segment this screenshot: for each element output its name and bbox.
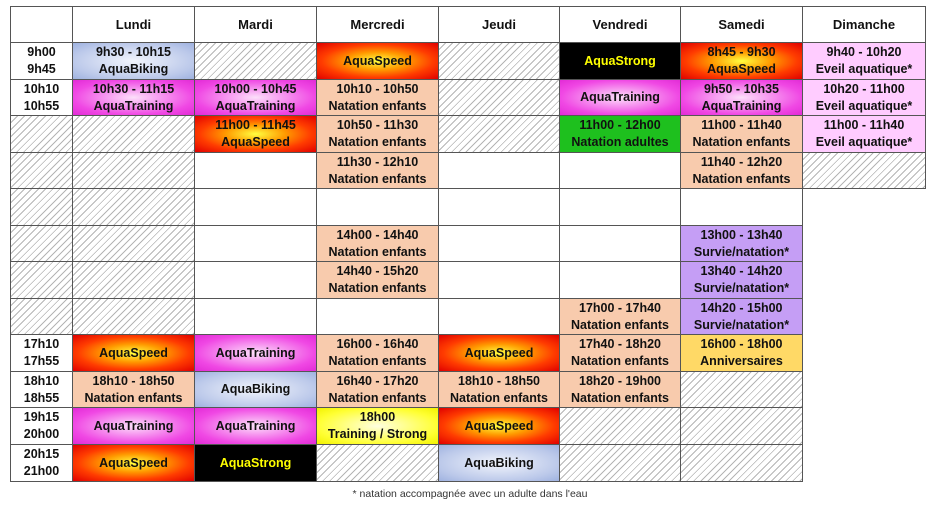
- activity-time: 16h40 - 17h20: [336, 373, 419, 388]
- activity-time: 9h30 - 10h15: [95, 45, 172, 59]
- day-header-label: Vendredi: [592, 17, 648, 32]
- activity-time: 13h40 - 14h20: [700, 264, 783, 278]
- activity-slot: [559, 115, 681, 153]
- activity-name: AquaTraining: [93, 98, 174, 113]
- activity-time: 14h40 - 15h20: [336, 264, 419, 278]
- activity-slot: [72, 444, 195, 482]
- time-slot: [10, 261, 73, 299]
- empty-slot: [194, 152, 317, 189]
- time-end: 20h00: [23, 427, 60, 441]
- activity-slot: [559, 298, 681, 335]
- activity-time: 17h00 - 17h40: [579, 300, 661, 315]
- blank-slot: [802, 371, 926, 408]
- day-header: [438, 6, 560, 43]
- empty-slot: [438, 225, 560, 262]
- unavailable-slot: [72, 115, 195, 153]
- unavailable-slot: [802, 152, 926, 189]
- activity-slot: [316, 407, 439, 445]
- unavailable-slot: [72, 225, 195, 262]
- activity-name: Natation enfants: [328, 390, 427, 405]
- time-slot: [10, 298, 73, 335]
- day-header: [802, 6, 926, 43]
- unavailable-slot: [438, 42, 560, 80]
- activity-slot: [316, 261, 439, 299]
- activity-time: 8h45 - 9h30: [707, 45, 776, 59]
- day-header-label: Jeudi: [482, 17, 516, 32]
- empty-slot: [194, 188, 317, 226]
- time-start: 17h10: [23, 337, 60, 351]
- corner-cell: [10, 6, 73, 43]
- unavailable-slot: [559, 407, 681, 445]
- activity-slot: [802, 42, 926, 80]
- activity-slot: [680, 261, 803, 299]
- activity-time: 9h40 - 10h20: [826, 45, 902, 59]
- unavailable-slot: [438, 79, 560, 116]
- activity-time: 10h00 - 10h45: [214, 81, 297, 96]
- activity-time: 13h00 - 13h40: [700, 227, 783, 242]
- activity-name: Natation enfants: [328, 354, 427, 368]
- activity-time: 18h10 - 18h50: [458, 373, 540, 388]
- schedule-table: [10, 6, 925, 483]
- activity-time: 11h00 - 11h40: [823, 118, 905, 132]
- unavailable-slot: [680, 407, 803, 445]
- empty-slot: [559, 152, 681, 189]
- activity-slot: [194, 79, 317, 116]
- activity-slot: [680, 298, 803, 335]
- time-slot: [10, 371, 73, 408]
- blank-slot: [802, 444, 926, 482]
- day-header-label: Dimanche: [832, 17, 896, 32]
- activity-slot: [194, 444, 317, 482]
- empty-slot: [194, 261, 317, 299]
- activity-slot: [72, 334, 195, 372]
- activity-time: 11h00 - 11h45: [215, 118, 296, 132]
- unavailable-slot: [680, 371, 803, 408]
- activity-name: Anniversaires: [700, 354, 783, 368]
- time-slot: [10, 334, 73, 372]
- empty-slot: [438, 261, 560, 299]
- empty-slot: [559, 225, 681, 262]
- day-header: [316, 6, 439, 43]
- time-slot: [10, 152, 73, 189]
- unavailable-slot: [680, 444, 803, 482]
- activity-slot: [72, 407, 195, 445]
- empty-slot: [316, 188, 439, 226]
- activity-slot: [316, 371, 439, 408]
- activity-time: 11h00 - 12h00: [579, 118, 661, 132]
- day-header-label: Samedi: [718, 17, 765, 32]
- activity-name: AquaStrong: [219, 455, 292, 470]
- empty-slot: [559, 188, 681, 226]
- day-header: [680, 6, 803, 43]
- activity-slot: [559, 42, 681, 80]
- activity-name: Natation enfants: [571, 354, 669, 368]
- time-start: 19h15: [23, 410, 60, 424]
- activity-time: 10h10 - 10h50: [336, 81, 419, 96]
- activity-name: Natation adultes: [571, 135, 669, 149]
- activity-slot: [72, 42, 195, 80]
- activity-slot: [680, 225, 803, 262]
- unavailable-slot: [72, 298, 195, 335]
- day-header: [194, 6, 317, 43]
- activity-slot: [72, 371, 195, 408]
- activity-name: AquaTraining: [215, 418, 296, 433]
- time-end: 10h55: [23, 98, 60, 113]
- activity-name: AquaBiking: [464, 455, 534, 470]
- unavailable-slot: [194, 42, 317, 80]
- activity-time: 11h40 - 12h20: [700, 154, 783, 169]
- activity-time: 16h00 - 18h00: [700, 337, 783, 351]
- day-header-label: Mercredi: [350, 17, 405, 32]
- time-end: 9h45: [27, 62, 56, 76]
- time-slot: [10, 42, 73, 80]
- activity-name: AquaTraining: [215, 98, 296, 113]
- unavailable-slot: [72, 152, 195, 189]
- activity-slot: [194, 334, 317, 372]
- time-end: 18h55: [23, 390, 60, 405]
- activity-time: 14h20 - 15h00: [700, 300, 783, 315]
- activity-slot: [559, 371, 681, 408]
- unavailable-slot: [559, 444, 681, 482]
- activity-slot: [559, 334, 681, 372]
- day-header-label: Lundi: [115, 17, 152, 32]
- activity-name: Eveil aquatique*: [815, 135, 913, 149]
- activity-slot: [194, 115, 317, 153]
- blank-slot: [802, 225, 926, 262]
- activity-name: AquaSpeed: [464, 345, 534, 360]
- activity-name: Natation enfants: [450, 390, 548, 405]
- day-header: [559, 6, 681, 43]
- activity-name: AquaSpeed: [343, 53, 412, 68]
- empty-slot: [438, 188, 560, 226]
- activity-name: AquaBiking: [220, 382, 291, 396]
- activity-name: AquaSpeed: [99, 455, 168, 470]
- activity-name: Natation enfants: [571, 390, 669, 405]
- activity-name: Natation enfants: [692, 135, 791, 149]
- day-header-label: Mardi: [238, 17, 273, 32]
- activity-name: Natation enfants: [84, 390, 183, 405]
- activity-time: 18h10 - 18h50: [92, 373, 175, 388]
- empty-slot: [680, 188, 803, 226]
- activity-time: 10h50 - 11h30: [336, 118, 419, 132]
- activity-slot: [438, 444, 560, 482]
- activity-slot: [438, 334, 560, 372]
- activity-name: Eveil aquatique*: [815, 62, 913, 76]
- activity-name: Survie/natation*: [693, 281, 790, 295]
- empty-slot: [194, 298, 317, 335]
- activity-slot: [316, 42, 439, 80]
- activity-name: Natation enfants: [328, 171, 427, 186]
- activity-slot: [72, 79, 195, 116]
- activity-time: 14h00 - 14h40: [336, 227, 419, 242]
- activity-name: AquaTraining: [580, 90, 660, 104]
- empty-slot: [559, 261, 681, 299]
- activity-time: 10h30 - 11h15: [92, 81, 175, 96]
- activity-name: AquaStrong: [584, 53, 656, 68]
- activity-slot: [316, 115, 439, 153]
- empty-slot: [194, 225, 317, 262]
- unavailable-slot: [438, 115, 560, 153]
- empty-slot: [438, 152, 560, 189]
- unavailable-slot: [72, 188, 195, 226]
- activity-name: AquaTraining: [215, 345, 296, 360]
- activity-time: 10h20 - 11h00: [823, 81, 905, 96]
- time-slot: [10, 188, 73, 226]
- activity-time: 17h40 - 18h20: [579, 337, 661, 351]
- activity-name: Natation enfants: [328, 98, 427, 113]
- activity-slot: [316, 152, 439, 189]
- activity-slot: [680, 42, 803, 80]
- activity-slot: [438, 407, 560, 445]
- time-start: 18h10: [23, 373, 60, 388]
- activity-slot: [316, 334, 439, 372]
- activity-slot: [316, 79, 439, 116]
- time-slot: [10, 225, 73, 262]
- activity-name: Survie/natation*: [693, 244, 790, 259]
- activity-time: 11h30 - 12h10: [336, 154, 419, 169]
- time-end: 17h55: [23, 354, 60, 368]
- unavailable-slot: [316, 444, 439, 482]
- time-start: 10h10: [23, 81, 60, 96]
- activity-name: Natation enfants: [571, 317, 669, 332]
- activity-slot: [316, 225, 439, 262]
- time-start: 9h00: [27, 45, 56, 59]
- unavailable-slot: [72, 261, 195, 299]
- activity-slot: [680, 334, 803, 372]
- blank-slot: [802, 298, 926, 335]
- activity-name: AquaSpeed: [221, 135, 290, 149]
- blank-slot: [802, 188, 926, 226]
- activity-name: Survie/natation*: [693, 317, 790, 332]
- activity-time: 16h00 - 16h40: [336, 337, 419, 351]
- activity-time: 11h00 - 11h40: [701, 118, 782, 132]
- activity-slot: [559, 79, 681, 116]
- activity-name: Natation enfants: [328, 244, 427, 259]
- activity-name: AquaSpeed: [99, 345, 168, 360]
- activity-time: 9h50 - 10h35: [703, 81, 780, 96]
- activity-name: AquaBiking: [98, 62, 169, 76]
- time-end: 21h00: [23, 464, 60, 478]
- footnote: * natation accompagnée avec un adulte dans l'eau: [352, 488, 588, 500]
- time-slot: [10, 407, 73, 445]
- time-slot: [10, 444, 73, 482]
- activity-name: Training / Strong: [327, 427, 428, 441]
- blank-slot: [802, 261, 926, 299]
- activity-time: 18h20 - 19h00: [579, 373, 661, 388]
- activity-slot: [194, 371, 317, 408]
- activity-slot: [680, 152, 803, 189]
- activity-name: AquaSpeed: [464, 418, 534, 433]
- activity-slot: [194, 407, 317, 445]
- activity-slot: [680, 79, 803, 116]
- activity-name: Natation enfants: [328, 135, 427, 149]
- empty-slot: [316, 298, 439, 335]
- blank-slot: [802, 407, 926, 445]
- activity-name: AquaSpeed: [707, 62, 776, 76]
- activity-name: AquaTraining: [93, 418, 174, 433]
- day-header: [72, 6, 195, 43]
- time-slot: [10, 79, 73, 116]
- activity-name: Eveil aquatique*: [815, 98, 913, 113]
- activity-name: AquaTraining: [701, 98, 782, 113]
- activity-slot: [438, 371, 560, 408]
- activity-slot: [802, 79, 926, 116]
- activity-slot: [680, 115, 803, 153]
- time-start: 20h15: [23, 447, 60, 461]
- time-slot: [10, 115, 73, 153]
- blank-slot: [802, 334, 926, 372]
- activity-time: 18h00: [359, 410, 396, 424]
- empty-slot: [438, 298, 560, 335]
- activity-slot: [802, 115, 926, 153]
- activity-name: Natation enfants: [692, 171, 791, 186]
- activity-name: Natation enfants: [328, 281, 427, 295]
